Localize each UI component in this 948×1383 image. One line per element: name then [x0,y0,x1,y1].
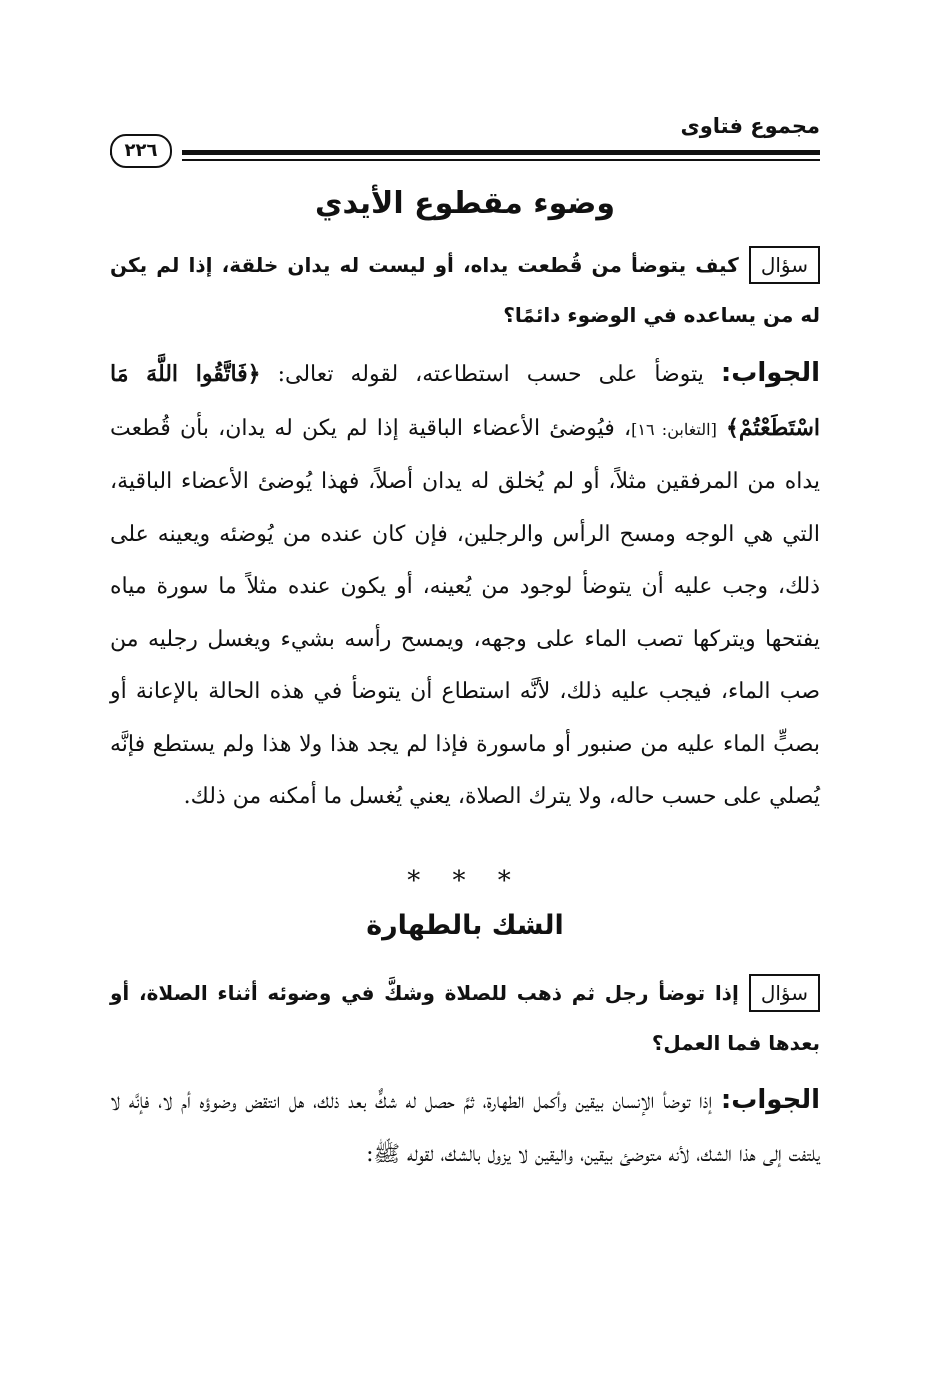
question-block-2 [110,968,820,1068]
quran-verse: ﴿فَاتَّقُوا اللَّهَ مَا اسْتَطَعْتُمْ﴾ [110,361,821,441]
section-title-2: الشك بالطهارة [366,910,564,941]
question-block [110,240,820,340]
answer-label: الجواب: [720,358,821,388]
page-header [110,110,820,170]
question-text-2: إذا توضأ رجل ثم ذهب للصلاة وشكَّ في وضوئه أثناء الصلاة، أو بعدها فما العمل؟ [110,981,820,1055]
answer-text: ، فيُوضئ الأعضاء الباقية إذا لم يكن له يدان، بأن قُطعت يداه من المرفقين مثلاً، أو لم يُخلق له يدان أصلاً، فهذا يُوضئ الأعضاء الباقية، التي هي الوجه ومسح الرأس والرجلين، فإن كان عنده من يُوضئه ويعينه على ذلك، وجب عليه أن يتوضأ لوجود من يُعينه، أو يكون عنده مثلاً ما سورة مياه يفتحها ويتركها تصب الماء على وجهه، ويمسح رأسه بشيء ويغسل رجليه من صب الماء، فيجب عليه ذلك، لأنَّه استطاع أن يتوضأ في هذه الحالة بالإعانة أو بصبٍّ الماء عليه من صنبور أو ماسورة فإذا لم يجد هذا ولا هذا ولم يستطع فإنَّه يُصلي على حسب حاله، ولا يترك الصلاة، يعني يُغسل ما أمكنه من ذلك. [110,415,820,809]
header-rule [110,150,820,155]
question-text: كيف يتوضأ من قُطعت يداه، أو ليست له يدان خلقة، إذا لم يكن له من يساعده في الوضوء دائمًا؟ [110,253,820,327]
question-tag-2: سؤال [749,974,820,1012]
book-title: مجموع فتاوى [680,114,820,138]
answer-label-2: الجواب: [720,1085,820,1115]
answer-text-2: إذا توضأ الإنسان بيقين وأكمل الطهارة، ثمَّ حصل له شكٌّ بعد ذلك، هل انتقض وضوؤه أم لا، فإنَّه لا يلتفت إلى هذا الشك، لأنه متوضئ بيقين، واليقين لا يزول بالشك، لقوله ﷺ: [110,1089,820,1167]
page-number: ٢٢٦ [110,134,172,168]
answer-block [110,347,820,824]
section-separator: * * * [407,866,523,896]
section-title: وضوء مقطوع الأيدي [314,186,616,221]
question-tag: سؤال [749,246,820,284]
quran-reference: [التغابن: ١٦] [631,419,717,439]
header-rule-thin [110,159,820,161]
answer-intro: يتوضأ على حسب استطاعته، لقوله تعالى: [277,362,704,387]
answer-block-2 [110,1074,820,1181]
